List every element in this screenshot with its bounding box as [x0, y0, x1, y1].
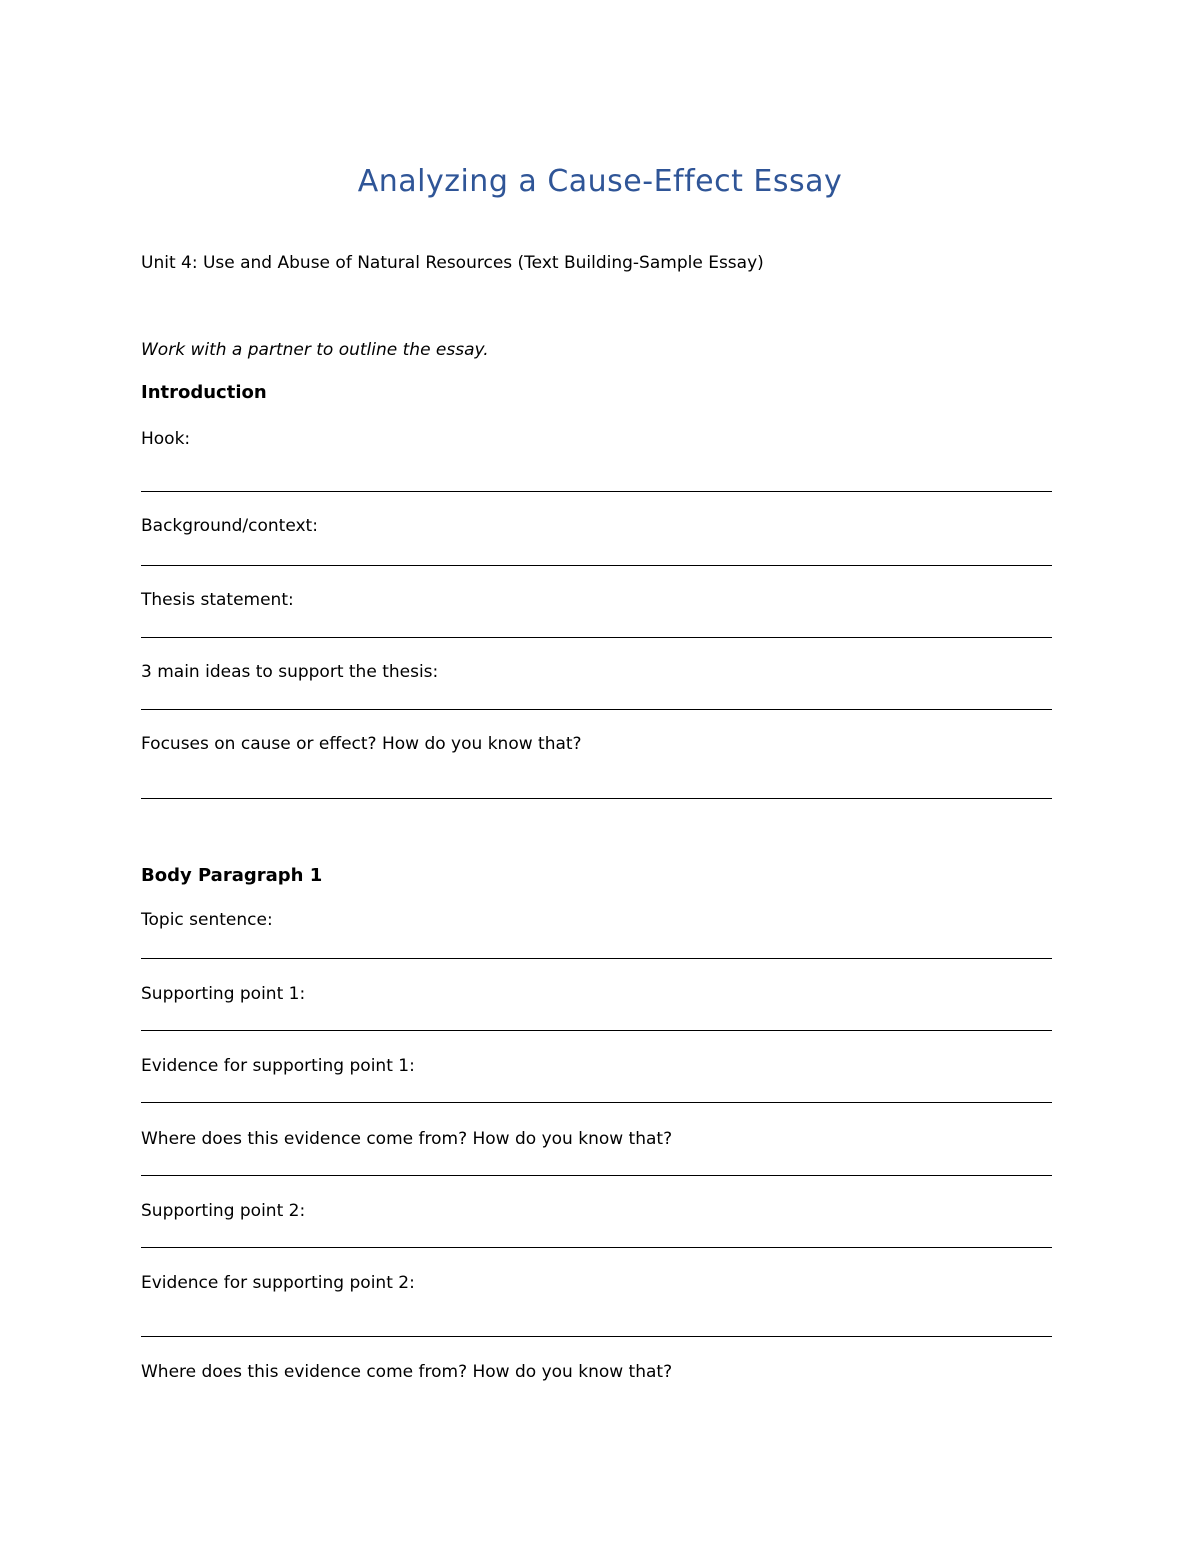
answer-line-cause-or-effect[interactable]: [141, 798, 1052, 799]
prompt-topic-sentence: Topic sentence:: [141, 910, 273, 930]
answer-line-evidence-point-2[interactable]: [141, 1336, 1052, 1337]
prompt-evidence-point-2: Evidence for supporting point 2:: [141, 1273, 415, 1293]
introduction-heading: Introduction: [141, 382, 267, 403]
answer-line-supporting-point-2[interactable]: [141, 1247, 1052, 1248]
prompt-background-context: Background/context:: [141, 516, 318, 536]
document-title: Analyzing a Cause-Effect Essay: [357, 164, 843, 199]
prompt-thesis-statement: Thesis statement:: [141, 590, 294, 610]
prompt-hook: Hook:: [141, 429, 191, 449]
prompt-main-ideas: 3 main ideas to support the thesis:: [141, 662, 439, 682]
answer-line-evidence-point-1[interactable]: [141, 1102, 1052, 1103]
answer-line-topic-sentence[interactable]: [141, 958, 1052, 959]
prompt-cause-or-effect: Focuses on cause or effect? How do you know that?: [141, 734, 582, 754]
prompt-evidence-source-1: Where does this evidence come from? How do you know that?: [141, 1129, 673, 1149]
answer-line-background-context[interactable]: [141, 565, 1052, 566]
answer-line-supporting-point-1[interactable]: [141, 1030, 1052, 1031]
prompt-supporting-point-2: Supporting point 2:: [141, 1201, 306, 1221]
prompt-evidence-point-1: Evidence for supporting point 1:: [141, 1056, 415, 1076]
prompt-supporting-point-1: Supporting point 1:: [141, 984, 306, 1004]
prompt-evidence-source-2: Where does this evidence come from? How do you know that?: [141, 1362, 673, 1382]
instruction-text: Work with a partner to outline the essay.: [141, 340, 489, 360]
answer-line-evidence-source-1[interactable]: [141, 1175, 1052, 1176]
answer-line-thesis-statement[interactable]: [141, 637, 1052, 638]
unit-subtitle: Unit 4: Use and Abuse of Natural Resources (Text Building-Sample Essay): [141, 253, 764, 273]
body-paragraph-1-heading: Body Paragraph 1: [141, 865, 323, 886]
answer-line-hook[interactable]: [141, 491, 1052, 492]
answer-line-main-ideas[interactable]: [141, 709, 1052, 710]
